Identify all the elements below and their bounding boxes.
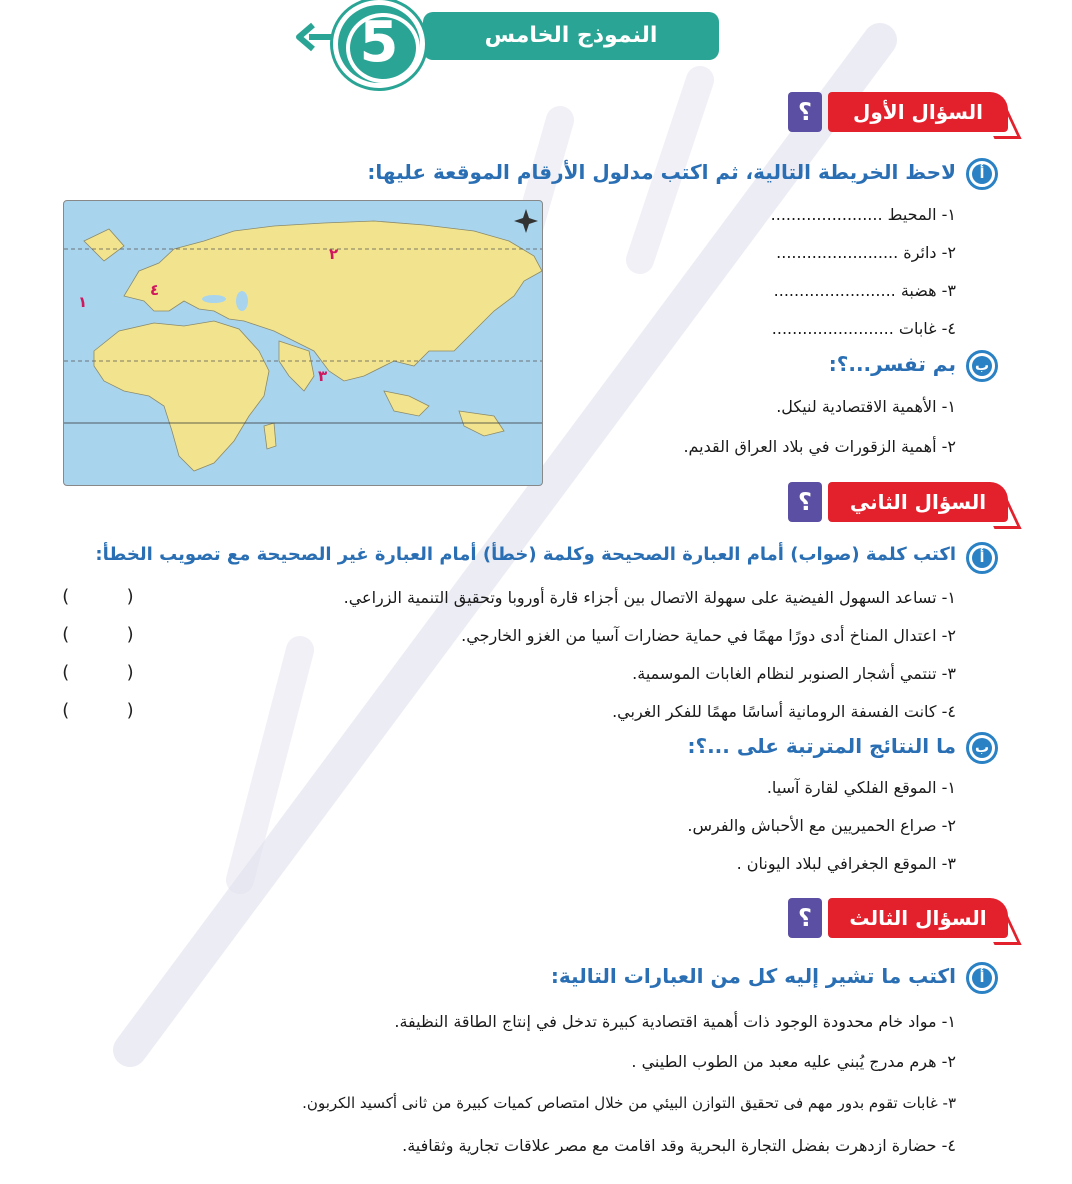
q1-b-item-2: ٢- أهمية الزقورات في بلاد العراق القديم.	[683, 437, 956, 456]
q3-a-item-3: ٣- غابات تقوم بدور مهم فى تحقيق التوازن البيئي من خلال امتصاص كميات كبيرة من ثانى أكسيد الكربون.	[302, 1094, 956, 1112]
answer-parens: ( )	[60, 586, 136, 607]
map-label-2: ٢	[329, 245, 339, 263]
question-1-header	[782, 92, 1012, 136]
q3-a-item-1: ١- مواد خام محدودة الوجود ذات أهمية اقتصادية كبيرة تدخل في إنتاج الطاقة النظيفة.	[394, 1012, 956, 1031]
answer-parens: ( )	[60, 624, 136, 645]
part-b-badge: ب	[966, 350, 998, 382]
part-a-badge: أ	[966, 158, 998, 190]
question-3-title: السؤال الثالث	[849, 906, 987, 930]
part-a-badge: أ	[966, 542, 998, 574]
part-b-badge: ب	[966, 732, 998, 764]
answer-parens: ( )	[60, 700, 136, 721]
q1-a-item-1: ١- المحيط ......................	[770, 205, 956, 224]
q2-a-instruction: اكتب كلمة (صواب) أمام العبارة الصحيحة وكلمة (خطأ) أمام العبارة غير الصحيحة مع تصويب الخطأ:	[95, 544, 956, 565]
q3-a-instruction: اكتب ما تشير إليه كل من العبارات التالية:	[550, 964, 956, 988]
question-mark-icon: ؟	[788, 482, 822, 522]
question-mark-icon: ؟	[788, 92, 822, 132]
q2-a-item-4: ٤- كانت الفسفة الرومانية أساسًا مهمًا للفكر الغربي.	[612, 702, 956, 721]
q2-b-item-2: ٢- صراع الحميريين مع الأحباش والفرس.	[687, 816, 956, 835]
map-label-3: ٣	[318, 367, 328, 385]
q1-a-item-2: ٢- دائرة ........................	[776, 243, 956, 262]
q1-b-instruction: بم تفسر...؟:	[828, 352, 956, 376]
q1-a-instruction: لاحظ الخريطة التالية، ثم اكتب مدلول الأرقام الموقعة عليها:	[367, 160, 956, 184]
q1-a-item-3: ٣- هضبة ........................	[773, 281, 956, 300]
model-banner	[295, 0, 725, 90]
question-1-title: السؤال الأول	[853, 100, 983, 124]
question-2-title: السؤال الثاني	[849, 490, 987, 514]
q2-b-instruction: ما النتائج المترتبة على ...؟:	[687, 734, 956, 758]
q2-b-item-1: ١- الموقع الفلكي لقارة آسيا.	[766, 778, 956, 797]
world-map	[63, 200, 543, 486]
question-mark-icon: ؟	[788, 898, 822, 938]
map-label-1: ١	[78, 293, 88, 311]
page-title: النموذج الخامس	[484, 23, 658, 48]
compass-icon	[514, 209, 538, 233]
q2-a-item-2: ٢- اعتدال المناخ أدى دورًا مهمًا في حماية حضارات آسيا من الغزو الخارجي.	[461, 626, 956, 645]
q2-a-item-1: ١- تساعد السهول الفيضية على سهولة الاتصال بين أجزاء قارة أوروبا وتحقيق التنمية الزراعي.	[343, 588, 956, 607]
map-label-4: ٤	[150, 281, 160, 299]
answer-parens: ( )	[60, 662, 136, 683]
question-2-header	[782, 482, 1012, 526]
question-3-header	[782, 898, 1012, 942]
q3-a-item-4: ٤- حضارة ازدهرت بفضل التجارة البحرية وقد اقامت مع مصر علاقات تجارية وثقافية.	[402, 1136, 956, 1155]
part-a-badge: أ	[966, 962, 998, 994]
model-number: 5	[359, 10, 399, 75]
q2-a-item-3: ٣- تنتمي أشجار الصنوبر لنظام الغابات الموسمية.	[632, 664, 956, 683]
map-drawing	[64, 201, 542, 485]
q1-b-item-1: ١- الأهمية الاقتصادية لنيكل.	[776, 397, 956, 416]
q3-a-item-2: ٢- هرم مدرج يُبني عليه معبد من الطوب الطيني .	[631, 1052, 956, 1071]
q2-b-item-3: ٣- الموقع الجغرافي لبلاد اليونان .	[736, 854, 956, 873]
q1-a-item-4: ٤- غابات ........................	[771, 319, 956, 338]
